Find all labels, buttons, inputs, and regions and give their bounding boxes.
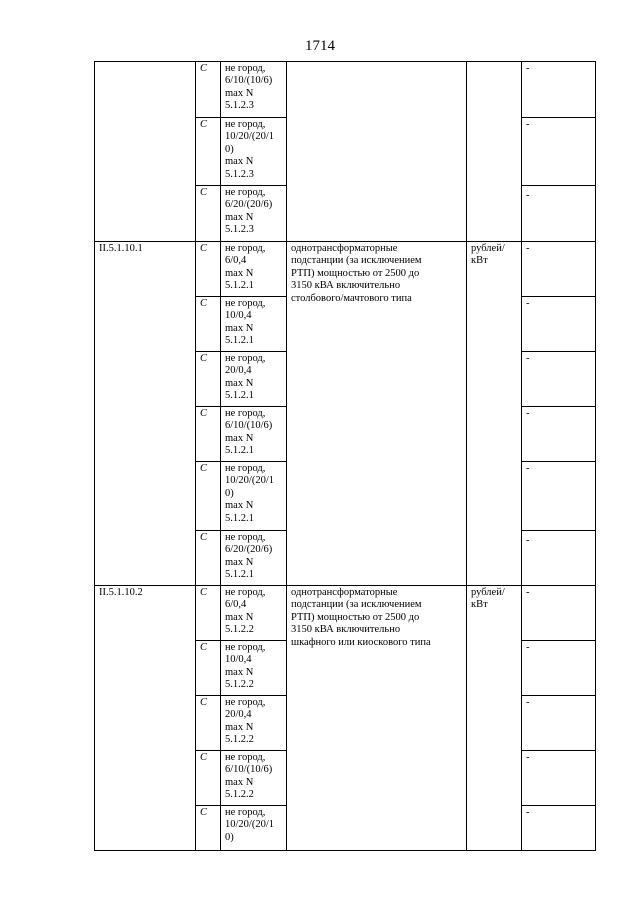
condition-cell: не город, 20/0,4 max N 5.1.2.2 xyxy=(221,696,287,751)
value-cell: - xyxy=(522,242,596,297)
value-cell: - xyxy=(522,352,596,407)
table-row xyxy=(95,242,596,297)
category-letter: С xyxy=(196,696,221,751)
value-cell: - xyxy=(522,118,596,186)
value-cell: - xyxy=(522,806,596,851)
value-cell: - xyxy=(522,186,596,242)
category-letter: С xyxy=(196,352,221,407)
value-cell: - xyxy=(522,586,596,641)
condition-cell: не город, 6/10/(10/6) max N 5.1.2.3 xyxy=(221,62,287,118)
value-cell: - xyxy=(522,641,596,696)
category-letter: С xyxy=(196,806,221,851)
item-description: однотрансформаторные подстанции (за исключением РТП) мощностью от 2500 до 3150 кВА включительно столбового/мачтового типа xyxy=(287,242,467,586)
category-letter: С xyxy=(196,641,221,696)
value-cell: - xyxy=(522,696,596,751)
category-letter: С xyxy=(196,186,221,242)
item-code: II.5.1.10.2 xyxy=(95,586,196,851)
category-letter: С xyxy=(196,62,221,118)
unit-cell-empty xyxy=(467,62,522,242)
condition-cell: не город, 10/20/(20/1 0) max N 5.1.2.1 xyxy=(221,462,287,531)
table-row xyxy=(95,62,596,118)
category-letter: С xyxy=(196,118,221,186)
category-letter: С xyxy=(196,242,221,297)
condition-cell: не город, 10/0,4 max N 5.1.2.1 xyxy=(221,297,287,352)
value-cell: - xyxy=(522,531,596,586)
item-unit: рублей/ кВт xyxy=(467,242,522,586)
category-letter: С xyxy=(196,297,221,352)
value-cell: - xyxy=(522,462,596,531)
category-letter: С xyxy=(196,586,221,641)
condition-cell: не город, 6/10/(10/6) max N 5.1.2.1 xyxy=(221,407,287,462)
value-cell: - xyxy=(522,751,596,806)
value-cell: - xyxy=(522,297,596,352)
condition-cell: не город, 6/20/(20/6) max N 5.1.2.1 xyxy=(221,531,287,586)
condition-cell: не город, 20/0,4 max N 5.1.2.1 xyxy=(221,352,287,407)
category-letter: С xyxy=(196,462,221,531)
value-cell: - xyxy=(522,407,596,462)
condition-cell: не город, 6/20/(20/6) max N 5.1.2.3 xyxy=(221,186,287,242)
item-code: II.5.1.10.1 xyxy=(95,242,196,586)
condition-cell: не город, 10/20/(20/1 0) xyxy=(221,806,287,851)
condition-cell: не город, 10/20/(20/1 0) max N 5.1.2.3 xyxy=(221,118,287,186)
condition-cell: не город, 6/0,4 max N 5.1.2.1 xyxy=(221,242,287,297)
tariff-table xyxy=(94,61,596,851)
code-cell-empty xyxy=(95,62,196,242)
category-letter: С xyxy=(196,751,221,806)
value-cell: - xyxy=(522,62,596,118)
condition-cell: не город, 10/0,4 max N 5.1.2.2 xyxy=(221,641,287,696)
category-letter: С xyxy=(196,531,221,586)
table-row xyxy=(95,586,596,641)
page-number: 1714 xyxy=(305,38,335,54)
condition-cell: не город, 6/0,4 max N 5.1.2.2 xyxy=(221,586,287,641)
description-cell-empty xyxy=(287,62,467,242)
item-description: однотрансформаторные подстанции (за исключением РТП) мощностью от 2500 до 3150 кВА включительно шкафного или киоскового типа xyxy=(287,586,467,851)
condition-cell: не город, 6/10/(10/6) max N 5.1.2.2 xyxy=(221,751,287,806)
item-unit: рублей/ кВт xyxy=(467,586,522,851)
category-letter: С xyxy=(196,407,221,462)
